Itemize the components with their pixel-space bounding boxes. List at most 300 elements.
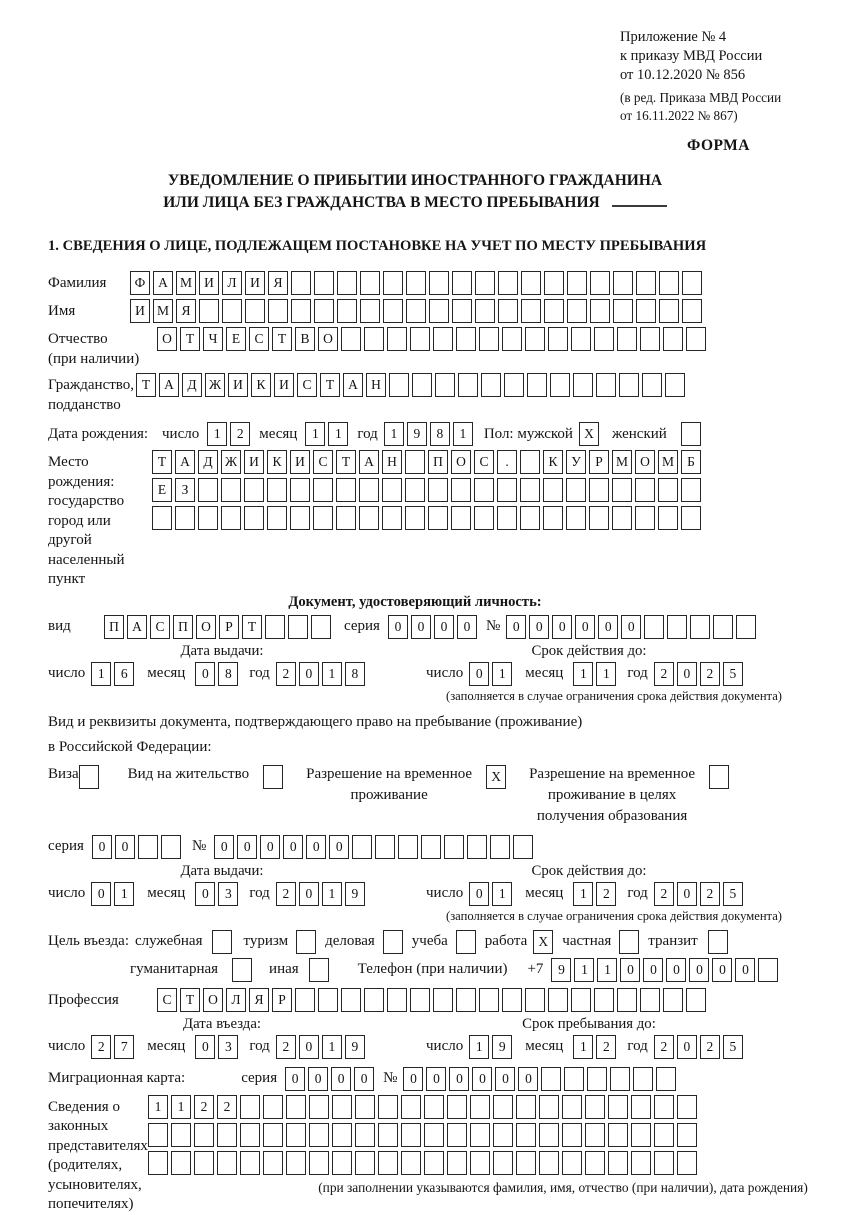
char-cell[interactable] bbox=[194, 1123, 214, 1147]
char-cell[interactable] bbox=[585, 1095, 605, 1119]
char-cell[interactable] bbox=[677, 1123, 697, 1147]
char-cell[interactable] bbox=[667, 615, 687, 639]
char-cell[interactable] bbox=[263, 1151, 283, 1175]
char-cell[interactable]: 2 bbox=[230, 422, 250, 446]
char-cell[interactable]: 1 bbox=[573, 662, 593, 686]
char-cell[interactable]: 1 bbox=[384, 422, 404, 446]
char-cell[interactable] bbox=[398, 835, 418, 859]
char-cell[interactable] bbox=[79, 765, 99, 789]
char-cell[interactable]: 1 bbox=[148, 1095, 168, 1119]
char-cell[interactable] bbox=[433, 988, 453, 1012]
char-cell[interactable] bbox=[467, 835, 487, 859]
char-cell[interactable]: 0 bbox=[195, 882, 215, 906]
char-cell[interactable]: И bbox=[290, 450, 310, 474]
char-cell[interactable]: 6 bbox=[114, 662, 134, 686]
char-cell[interactable] bbox=[548, 988, 568, 1012]
char-cell[interactable]: У bbox=[566, 450, 586, 474]
purpose-transit-checkbox[interactable] bbox=[708, 930, 731, 954]
char-cell[interactable]: 0 bbox=[495, 1067, 515, 1091]
char-cell[interactable]: 9 bbox=[551, 958, 571, 982]
char-cell[interactable]: О bbox=[203, 988, 223, 1012]
char-cell[interactable] bbox=[490, 835, 510, 859]
char-cell[interactable]: 2 bbox=[654, 1035, 674, 1059]
char-cell[interactable]: Т bbox=[272, 327, 292, 351]
char-cell[interactable] bbox=[309, 1151, 329, 1175]
char-cell[interactable]: 1 bbox=[492, 662, 512, 686]
char-cell[interactable] bbox=[359, 506, 379, 530]
char-cell[interactable]: П bbox=[104, 615, 124, 639]
char-cell[interactable] bbox=[497, 478, 517, 502]
char-cell[interactable]: 0 bbox=[388, 615, 408, 639]
residence-permit-checkbox[interactable] bbox=[263, 765, 286, 789]
char-cell[interactable]: 0 bbox=[529, 615, 549, 639]
citizenship-cells[interactable] bbox=[136, 373, 688, 397]
char-cell[interactable] bbox=[539, 1095, 559, 1119]
char-cell[interactable]: А bbox=[127, 615, 147, 639]
char-cell[interactable] bbox=[389, 373, 409, 397]
char-cell[interactable] bbox=[387, 988, 407, 1012]
char-cell[interactable] bbox=[686, 988, 706, 1012]
birth-place-row2-cells[interactable] bbox=[152, 478, 704, 502]
char-cell[interactable] bbox=[222, 299, 242, 323]
char-cell[interactable]: Т bbox=[320, 373, 340, 397]
char-cell[interactable] bbox=[406, 299, 426, 323]
char-cell[interactable] bbox=[433, 327, 453, 351]
residence-number-cells[interactable] bbox=[214, 835, 536, 859]
char-cell[interactable]: 2 bbox=[91, 1035, 111, 1059]
char-cell[interactable] bbox=[550, 373, 570, 397]
char-cell[interactable] bbox=[589, 478, 609, 502]
char-cell[interactable] bbox=[360, 271, 380, 295]
char-cell[interactable] bbox=[352, 835, 372, 859]
char-cell[interactable]: Р bbox=[589, 450, 609, 474]
char-cell[interactable] bbox=[428, 478, 448, 502]
char-cell[interactable] bbox=[567, 299, 587, 323]
char-cell[interactable] bbox=[504, 373, 524, 397]
char-cell[interactable] bbox=[291, 299, 311, 323]
char-cell[interactable]: 1 bbox=[328, 422, 348, 446]
entry-year-cells[interactable] bbox=[276, 1035, 368, 1059]
char-cell[interactable]: О bbox=[196, 615, 216, 639]
char-cell[interactable] bbox=[429, 299, 449, 323]
char-cell[interactable]: М bbox=[612, 450, 632, 474]
char-cell[interactable]: 0 bbox=[552, 615, 572, 639]
char-cell[interactable] bbox=[610, 1067, 630, 1091]
char-cell[interactable] bbox=[642, 373, 662, 397]
char-cell[interactable]: 0 bbox=[91, 882, 111, 906]
char-cell[interactable] bbox=[359, 478, 379, 502]
char-cell[interactable]: 8 bbox=[345, 662, 365, 686]
char-cell[interactable]: С bbox=[474, 450, 494, 474]
char-cell[interactable] bbox=[458, 373, 478, 397]
char-cell[interactable] bbox=[654, 1151, 674, 1175]
char-cell[interactable] bbox=[314, 299, 334, 323]
char-cell[interactable] bbox=[444, 835, 464, 859]
char-cell[interactable] bbox=[596, 373, 616, 397]
char-cell[interactable]: Д bbox=[182, 373, 202, 397]
char-cell[interactable] bbox=[313, 478, 333, 502]
char-cell[interactable] bbox=[497, 506, 517, 530]
char-cell[interactable]: С bbox=[249, 327, 269, 351]
char-cell[interactable]: Ф bbox=[130, 271, 150, 295]
char-cell[interactable] bbox=[309, 1123, 329, 1147]
char-cell[interactable] bbox=[286, 1095, 306, 1119]
char-cell[interactable] bbox=[405, 478, 425, 502]
char-cell[interactable]: Е bbox=[226, 327, 246, 351]
char-cell[interactable] bbox=[341, 988, 361, 1012]
char-cell[interactable] bbox=[659, 299, 679, 323]
stay-month-cells[interactable] bbox=[573, 1035, 619, 1059]
char-cell[interactable] bbox=[612, 506, 632, 530]
char-cell[interactable] bbox=[658, 478, 678, 502]
char-cell[interactable]: 1 bbox=[322, 1035, 342, 1059]
char-cell[interactable]: 0 bbox=[354, 1067, 374, 1091]
char-cell[interactable] bbox=[456, 988, 476, 1012]
char-cell[interactable] bbox=[585, 1123, 605, 1147]
char-cell[interactable]: 0 bbox=[689, 958, 709, 982]
char-cell[interactable] bbox=[594, 988, 614, 1012]
char-cell[interactable]: 1 bbox=[596, 662, 616, 686]
char-cell[interactable]: 0 bbox=[518, 1067, 538, 1091]
char-cell[interactable]: 0 bbox=[666, 958, 686, 982]
char-cell[interactable] bbox=[296, 930, 316, 954]
char-cell[interactable] bbox=[589, 506, 609, 530]
representatives-row2-cells[interactable] bbox=[148, 1123, 868, 1147]
char-cell[interactable] bbox=[424, 1123, 444, 1147]
char-cell[interactable]: 0 bbox=[411, 615, 431, 639]
char-cell[interactable] bbox=[217, 1123, 237, 1147]
char-cell[interactable]: 9 bbox=[345, 1035, 365, 1059]
char-cell[interactable]: 0 bbox=[426, 1067, 446, 1091]
char-cell[interactable]: 1 bbox=[171, 1095, 191, 1119]
char-cell[interactable] bbox=[152, 506, 172, 530]
char-cell[interactable] bbox=[520, 450, 540, 474]
char-cell[interactable] bbox=[644, 615, 664, 639]
char-cell[interactable] bbox=[681, 422, 701, 446]
char-cell[interactable] bbox=[267, 478, 287, 502]
char-cell[interactable] bbox=[571, 988, 591, 1012]
char-cell[interactable] bbox=[244, 506, 264, 530]
char-cell[interactable]: 0 bbox=[195, 662, 215, 686]
temp-residence-permit-checkbox[interactable] bbox=[486, 765, 509, 789]
char-cell[interactable]: А bbox=[153, 271, 173, 295]
char-cell[interactable] bbox=[447, 1095, 467, 1119]
char-cell[interactable] bbox=[513, 835, 533, 859]
char-cell[interactable]: 5 bbox=[723, 1035, 743, 1059]
char-cell[interactable] bbox=[332, 1123, 352, 1147]
char-cell[interactable]: Л bbox=[222, 271, 242, 295]
char-cell[interactable] bbox=[383, 930, 403, 954]
char-cell[interactable] bbox=[410, 327, 430, 351]
char-cell[interactable]: 0 bbox=[237, 835, 257, 859]
char-cell[interactable] bbox=[451, 478, 471, 502]
char-cell[interactable]: 0 bbox=[214, 835, 234, 859]
char-cell[interactable] bbox=[520, 478, 540, 502]
purpose-business-checkbox[interactable] bbox=[383, 930, 406, 954]
char-cell[interactable] bbox=[194, 1151, 214, 1175]
char-cell[interactable]: А bbox=[175, 450, 195, 474]
char-cell[interactable]: Л bbox=[226, 988, 246, 1012]
char-cell[interactable] bbox=[539, 1151, 559, 1175]
char-cell[interactable]: X bbox=[579, 422, 599, 446]
gender-female-checkbox[interactable] bbox=[681, 422, 704, 446]
char-cell[interactable]: О bbox=[451, 450, 471, 474]
char-cell[interactable]: 0 bbox=[434, 615, 454, 639]
char-cell[interactable]: 0 bbox=[735, 958, 755, 982]
char-cell[interactable] bbox=[175, 506, 195, 530]
char-cell[interactable] bbox=[336, 478, 356, 502]
purpose-humanitarian-checkbox[interactable] bbox=[232, 958, 255, 982]
char-cell[interactable]: 9 bbox=[492, 1035, 512, 1059]
char-cell[interactable] bbox=[613, 271, 633, 295]
identity-expiry-month-cells[interactable] bbox=[573, 662, 619, 686]
char-cell[interactable]: 0 bbox=[677, 1035, 697, 1059]
char-cell[interactable] bbox=[613, 299, 633, 323]
char-cell[interactable]: 0 bbox=[598, 615, 618, 639]
char-cell[interactable] bbox=[544, 299, 564, 323]
char-cell[interactable]: 8 bbox=[218, 662, 238, 686]
char-cell[interactable]: 5 bbox=[723, 662, 743, 686]
char-cell[interactable]: Д bbox=[198, 450, 218, 474]
char-cell[interactable]: 0 bbox=[331, 1067, 351, 1091]
char-cell[interactable] bbox=[240, 1095, 260, 1119]
char-cell[interactable] bbox=[709, 765, 729, 789]
char-cell[interactable] bbox=[452, 299, 472, 323]
char-cell[interactable] bbox=[311, 615, 331, 639]
char-cell[interactable] bbox=[378, 1095, 398, 1119]
char-cell[interactable] bbox=[286, 1123, 306, 1147]
char-cell[interactable] bbox=[401, 1123, 421, 1147]
char-cell[interactable]: Б bbox=[681, 450, 701, 474]
char-cell[interactable] bbox=[631, 1095, 651, 1119]
char-cell[interactable]: 0 bbox=[575, 615, 595, 639]
char-cell[interactable] bbox=[244, 478, 264, 502]
char-cell[interactable] bbox=[171, 1151, 191, 1175]
char-cell[interactable]: 2 bbox=[596, 882, 616, 906]
char-cell[interactable] bbox=[387, 327, 407, 351]
char-cell[interactable] bbox=[608, 1095, 628, 1119]
char-cell[interactable]: К bbox=[251, 373, 271, 397]
char-cell[interactable]: 0 bbox=[449, 1067, 469, 1091]
char-cell[interactable]: 1 bbox=[492, 882, 512, 906]
char-cell[interactable] bbox=[148, 1123, 168, 1147]
char-cell[interactable] bbox=[382, 506, 402, 530]
char-cell[interactable]: И bbox=[199, 271, 219, 295]
entry-month-cells[interactable] bbox=[195, 1035, 241, 1059]
char-cell[interactable]: Н bbox=[366, 373, 386, 397]
char-cell[interactable] bbox=[502, 327, 522, 351]
char-cell[interactable] bbox=[525, 327, 545, 351]
char-cell[interactable] bbox=[594, 327, 614, 351]
char-cell[interactable]: А bbox=[159, 373, 179, 397]
name-cells[interactable] bbox=[130, 299, 705, 323]
char-cell[interactable] bbox=[567, 271, 587, 295]
char-cell[interactable] bbox=[221, 506, 241, 530]
char-cell[interactable] bbox=[290, 478, 310, 502]
char-cell[interactable] bbox=[198, 506, 218, 530]
char-cell[interactable] bbox=[758, 958, 778, 982]
char-cell[interactable]: Т bbox=[180, 327, 200, 351]
char-cell[interactable]: 0 bbox=[299, 882, 319, 906]
char-cell[interactable] bbox=[405, 506, 425, 530]
phone-cells[interactable] bbox=[551, 958, 781, 982]
char-cell[interactable]: 0 bbox=[403, 1067, 423, 1091]
char-cell[interactable]: 2 bbox=[654, 882, 674, 906]
char-cell[interactable]: 0 bbox=[643, 958, 663, 982]
char-cell[interactable]: Я bbox=[176, 299, 196, 323]
char-cell[interactable]: 2 bbox=[276, 1035, 296, 1059]
char-cell[interactable] bbox=[217, 1151, 237, 1175]
char-cell[interactable] bbox=[619, 930, 639, 954]
char-cell[interactable] bbox=[479, 327, 499, 351]
char-cell[interactable]: Ж bbox=[205, 373, 225, 397]
identity-doc-number-cells[interactable] bbox=[506, 615, 759, 639]
char-cell[interactable] bbox=[383, 271, 403, 295]
char-cell[interactable]: 2 bbox=[276, 662, 296, 686]
char-cell[interactable]: А bbox=[359, 450, 379, 474]
identity-issue-year-cells[interactable] bbox=[276, 662, 368, 686]
char-cell[interactable]: 0 bbox=[506, 615, 526, 639]
char-cell[interactable] bbox=[447, 1123, 467, 1147]
char-cell[interactable]: Р bbox=[272, 988, 292, 1012]
identity-expiry-year-cells[interactable] bbox=[654, 662, 746, 686]
char-cell[interactable] bbox=[286, 1151, 306, 1175]
char-cell[interactable] bbox=[493, 1123, 513, 1147]
char-cell[interactable] bbox=[562, 1095, 582, 1119]
char-cell[interactable] bbox=[171, 1123, 191, 1147]
char-cell[interactable] bbox=[265, 615, 285, 639]
char-cell[interactable] bbox=[686, 327, 706, 351]
profession-cells[interactable] bbox=[157, 988, 709, 1012]
identity-doc-series-cells[interactable] bbox=[388, 615, 480, 639]
char-cell[interactable]: П bbox=[173, 615, 193, 639]
birth-month-cells[interactable] bbox=[305, 422, 351, 446]
char-cell[interactable]: О bbox=[157, 327, 177, 351]
char-cell[interactable] bbox=[401, 1095, 421, 1119]
purpose-study-checkbox[interactable] bbox=[456, 930, 479, 954]
char-cell[interactable] bbox=[221, 478, 241, 502]
char-cell[interactable] bbox=[405, 450, 425, 474]
char-cell[interactable] bbox=[332, 1095, 352, 1119]
char-cell[interactable] bbox=[663, 988, 683, 1012]
char-cell[interactable] bbox=[539, 1123, 559, 1147]
char-cell[interactable] bbox=[382, 478, 402, 502]
char-cell[interactable] bbox=[290, 506, 310, 530]
char-cell[interactable] bbox=[470, 1151, 490, 1175]
char-cell[interactable] bbox=[475, 271, 495, 295]
char-cell[interactable]: Т bbox=[336, 450, 356, 474]
char-cell[interactable] bbox=[355, 1151, 375, 1175]
char-cell[interactable]: 9 bbox=[345, 882, 365, 906]
char-cell[interactable] bbox=[410, 988, 430, 1012]
char-cell[interactable]: К bbox=[543, 450, 563, 474]
char-cell[interactable] bbox=[612, 478, 632, 502]
char-cell[interactable] bbox=[406, 271, 426, 295]
char-cell[interactable] bbox=[447, 1151, 467, 1175]
residence-expiry-month-cells[interactable] bbox=[573, 882, 619, 906]
char-cell[interactable]: 0 bbox=[285, 1067, 305, 1091]
char-cell[interactable]: О bbox=[635, 450, 655, 474]
residence-series-cells[interactable] bbox=[92, 835, 184, 859]
visa-checkbox[interactable] bbox=[79, 765, 102, 789]
char-cell[interactable]: И bbox=[245, 271, 265, 295]
char-cell[interactable] bbox=[232, 958, 252, 982]
char-cell[interactable] bbox=[138, 835, 158, 859]
char-cell[interactable]: Я bbox=[268, 271, 288, 295]
char-cell[interactable] bbox=[493, 1095, 513, 1119]
char-cell[interactable]: Я bbox=[249, 988, 269, 1012]
char-cell[interactable] bbox=[681, 478, 701, 502]
char-cell[interactable]: 1 bbox=[114, 882, 134, 906]
char-cell[interactable] bbox=[619, 373, 639, 397]
char-cell[interactable] bbox=[635, 506, 655, 530]
char-cell[interactable]: О bbox=[318, 327, 338, 351]
char-cell[interactable] bbox=[288, 615, 308, 639]
char-cell[interactable] bbox=[198, 478, 218, 502]
char-cell[interactable]: 0 bbox=[308, 1067, 328, 1091]
char-cell[interactable] bbox=[544, 271, 564, 295]
char-cell[interactable]: . bbox=[497, 450, 517, 474]
char-cell[interactable]: 0 bbox=[621, 615, 641, 639]
char-cell[interactable] bbox=[378, 1151, 398, 1175]
char-cell[interactable] bbox=[435, 373, 455, 397]
char-cell[interactable]: 0 bbox=[306, 835, 326, 859]
edu-residence-permit-checkbox[interactable] bbox=[709, 765, 732, 789]
char-cell[interactable] bbox=[585, 1151, 605, 1175]
char-cell[interactable]: 0 bbox=[712, 958, 732, 982]
char-cell[interactable]: А bbox=[343, 373, 363, 397]
char-cell[interactable] bbox=[736, 615, 756, 639]
char-cell[interactable]: С bbox=[157, 988, 177, 1012]
char-cell[interactable] bbox=[291, 271, 311, 295]
char-cell[interactable]: Т bbox=[242, 615, 262, 639]
char-cell[interactable] bbox=[470, 1123, 490, 1147]
char-cell[interactable] bbox=[337, 299, 357, 323]
char-cell[interactable] bbox=[479, 988, 499, 1012]
char-cell[interactable] bbox=[475, 299, 495, 323]
char-cell[interactable] bbox=[543, 478, 563, 502]
char-cell[interactable]: 1 bbox=[322, 882, 342, 906]
char-cell[interactable]: И bbox=[228, 373, 248, 397]
char-cell[interactable] bbox=[498, 299, 518, 323]
identity-doc-type-cells[interactable] bbox=[104, 615, 334, 639]
char-cell[interactable] bbox=[401, 1151, 421, 1175]
char-cell[interactable]: 1 bbox=[573, 1035, 593, 1059]
char-cell[interactable] bbox=[412, 373, 432, 397]
char-cell[interactable] bbox=[654, 1123, 674, 1147]
char-cell[interactable] bbox=[571, 327, 591, 351]
residence-expiry-day-cells[interactable] bbox=[469, 882, 515, 906]
purpose-private-checkbox[interactable] bbox=[619, 930, 642, 954]
char-cell[interactable] bbox=[635, 478, 655, 502]
char-cell[interactable]: Н bbox=[382, 450, 402, 474]
char-cell[interactable]: В bbox=[295, 327, 315, 351]
char-cell[interactable]: 2 bbox=[700, 882, 720, 906]
char-cell[interactable]: 0 bbox=[283, 835, 303, 859]
char-cell[interactable]: 1 bbox=[574, 958, 594, 982]
char-cell[interactable]: Т bbox=[136, 373, 156, 397]
char-cell[interactable]: Е bbox=[152, 478, 172, 502]
char-cell[interactable] bbox=[364, 327, 384, 351]
char-cell[interactable] bbox=[521, 299, 541, 323]
char-cell[interactable]: П bbox=[428, 450, 448, 474]
entry-day-cells[interactable] bbox=[91, 1035, 137, 1059]
residence-expiry-year-cells[interactable] bbox=[654, 882, 746, 906]
birth-place-row3-cells[interactable] bbox=[152, 506, 704, 530]
char-cell[interactable] bbox=[640, 327, 660, 351]
patronymic-cells[interactable] bbox=[157, 327, 709, 351]
migration-series-cells[interactable] bbox=[285, 1067, 377, 1091]
